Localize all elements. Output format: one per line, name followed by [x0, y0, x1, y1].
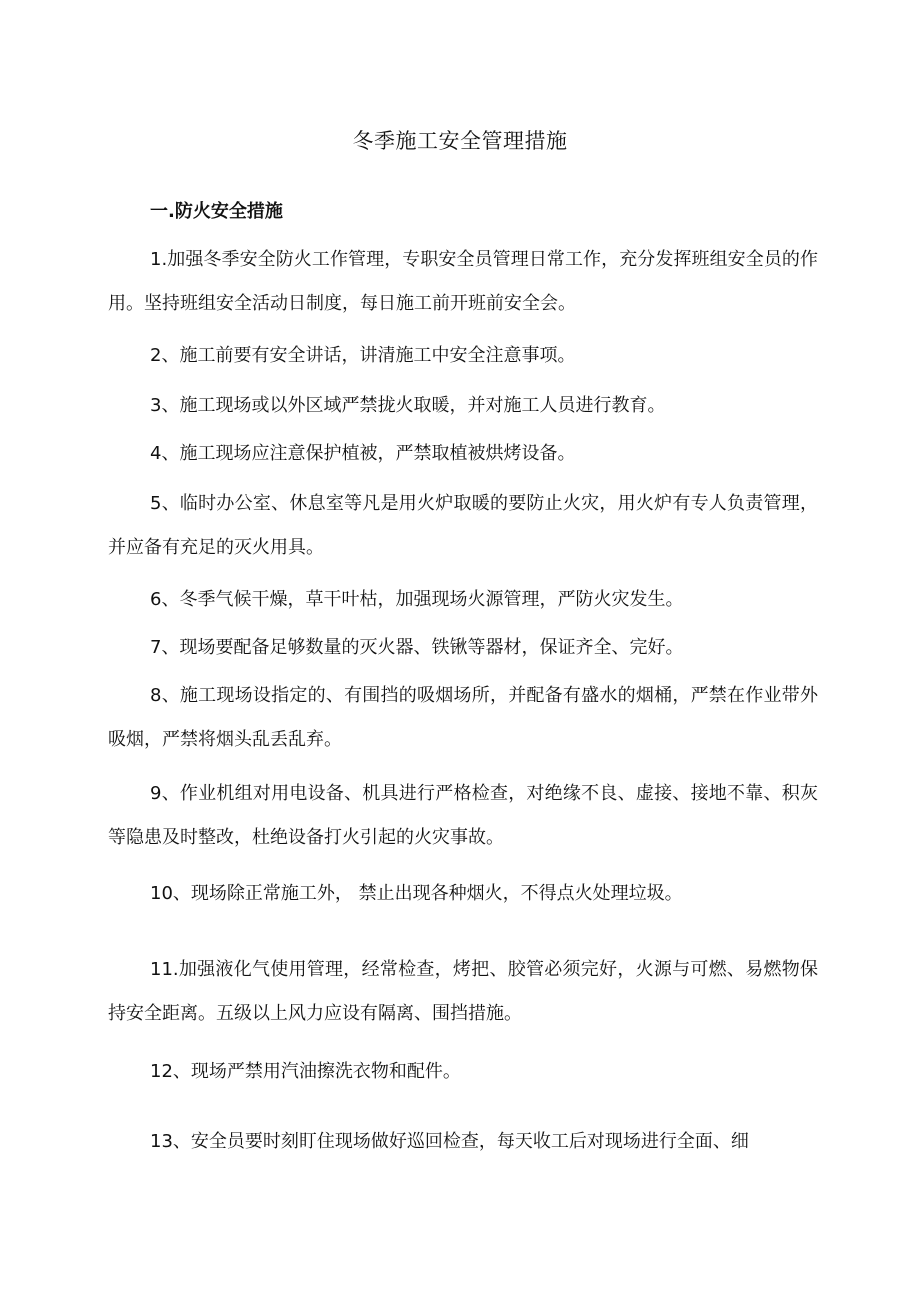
paragraph-2: 2、施工前要有安全讲话，讲清施工中安全注意事项。: [150, 345, 576, 366]
paragraph-4: 4、施工现场应注意保护植被，严禁取植被烘烤设备。: [150, 443, 576, 464]
section-heading: 一.防火安全措施: [150, 201, 283, 222]
paragraph-13: 13、安全员要时刻盯住现场做好巡回检查，每天收工后对现场进行全面、细: [150, 1131, 749, 1152]
paragraph-7: 7、现场要配备足够数量的灭火器、铁锹等器材，保证齐全、完好。: [150, 637, 684, 658]
paragraph-1: 1.加强冬季安全防火工作管理，专职安全员管理日常工作，充分发挥班组安全员的作用。坚持班组安全活动日制度，每日施工前开班前安全会。: [108, 249, 818, 314]
paragraph-11: 11.加强液化气使用管理，经常检查，烤把、胶管必须完好，火源与可燃、易燃物保持安全距离。五级以上风力应设有隔离、围挡措施。: [108, 959, 818, 1024]
paragraph-10: 10、现场除正常施工外， 禁止出现各种烟火，不得点火处理垃圾。: [150, 883, 683, 904]
paragraph-9: 9、作业机组对用电设备、机具进行严格检查，对绝缘不良、虚接、接地不靠、积灰等隐患及时整改，杜绝设备打火引起的火灾事故。: [108, 783, 818, 848]
paragraph-8: 8、施工现场设指定的、有围挡的吸烟场所，并配备有盛水的烟桶，严禁在作业带外吸烟，严禁将烟头乱丢乱弃。: [108, 685, 818, 750]
paragraph-5: 5、临时办公室、休息室等凡是用火炉取暖的要防止火灾，用火炉有专人负责管理，并应备有充足的灭火用具。: [108, 493, 818, 558]
page-title: 冬季施工安全管理措施: [352, 129, 568, 153]
paragraph-12: 12、现场严禁用汽油擦洗衣物和配件。: [150, 1061, 461, 1082]
paragraph-3: 3、施工现场或以外区域严禁拢火取暖，并对施工人员进行教育。: [150, 395, 666, 416]
paragraph-6: 6、冬季气候干燥，草干叶枯，加强现场火源管理，严防火灾发生。: [150, 589, 684, 610]
